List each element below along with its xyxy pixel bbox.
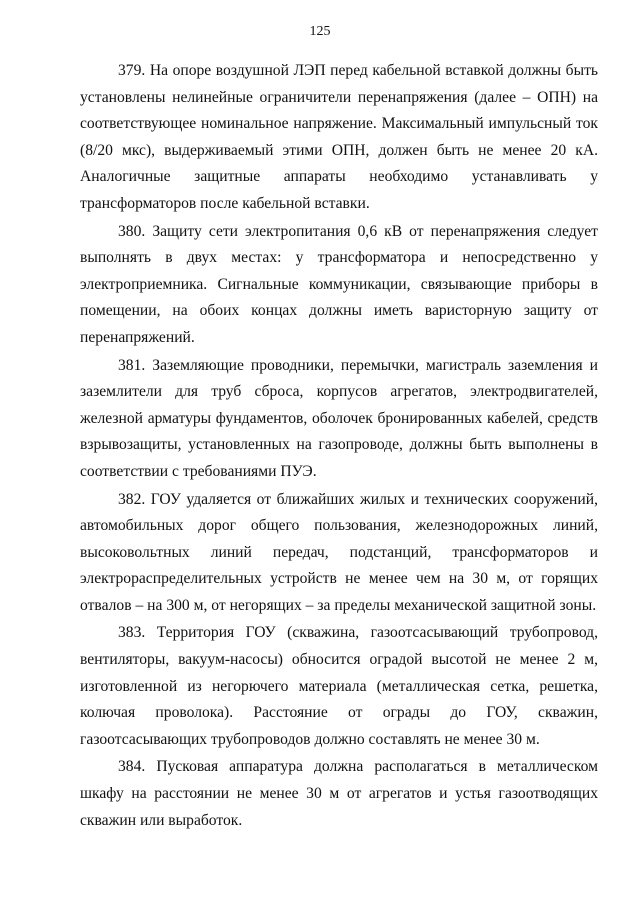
paragraph-379: 379. На опоре воздушной ЛЭП перед кабельной вставкой должны быть установлены нелинейные ограничители перенапряжения (далее – ОПН) на соответствующее номинальное напряжение. Максимальный импульсный ток (8/20 мкс), выдерживаемый этими ОПН, должен быть не менее 20 кА. Аналогичные защитные аппараты необходимо устанавливать у трансформаторов после кабельной вставки. <box>80 62 598 212</box>
document-body <box>80 58 598 835</box>
paragraph-380: 380. Защиту сети электропитания 0,6 кВ от перенапряжения следует выполнять в двух местах: у трансформатора и непосредственно у электроприемника. Сигнальные коммуникации, связывающие приборы в помещении, на обоих концах должны иметь варисторную защиту от перенапряжений. <box>80 222 598 346</box>
paragraph-382: 382. ГОУ удаляется от ближайших жилых и технических сооружений, автомобильных дорог общего пользования, железнодорожных линий, высоковольтных линий передач, подстанций, трансформаторов и электрораспределительных устройств не менее чем на 30 м, от горящих отвалов – на 300 м, от негорящих – за пределы механической защитной зоны. <box>80 490 598 614</box>
paragraph-383: 383. Территория ГОУ (скважина, газоотсасывающий трубопровод, вентиляторы, вакуум-насосы) обносится оградой высотой не менее 2 м, изготовленной из негорючего материала (металлическая сетка, решетка, колючая проволока). Расстояние от ограды до ГОУ, скважин, газоотсасывающих трубопроводов должно составлять не менее 30 м. <box>80 624 598 748</box>
paragraph-381: 381. Заземляющие проводники, перемычки, магистраль заземления и заземлители для труб сброса, корпусов агрегатов, электродвигателей, железной арматуры фундаментов, оболочек бронированных кабелей, средств взрывозащиты, установленных на газопроводе, должны быть выполнены в соответствии с требованиями ПУЭ. <box>80 356 598 480</box>
page-number: 125 <box>309 24 331 39</box>
paragraph-384: 384. Пусковая аппаратура должна располагаться в металлическом шкафу на расстоянии не менее 30 м от агрегатов и устья газоотводящих скважин или выработок. <box>80 758 598 829</box>
